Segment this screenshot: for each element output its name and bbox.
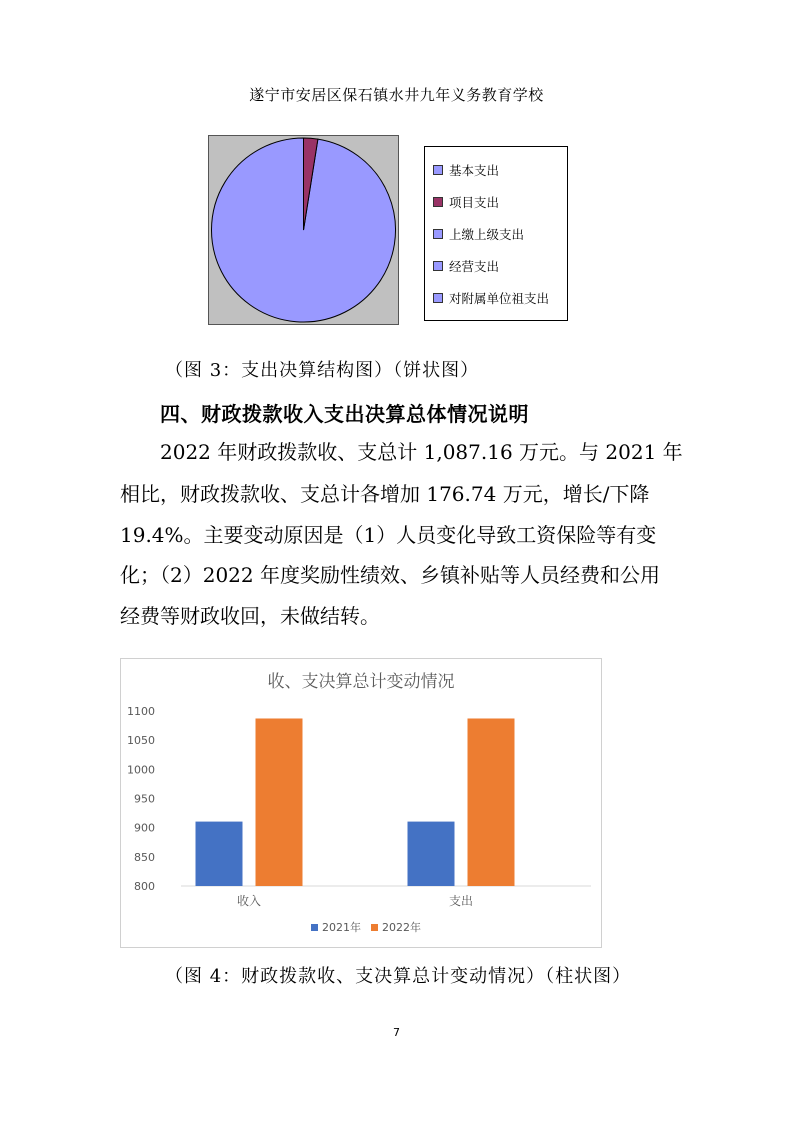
paragraph-line: 19.4%。主要变动原因是（1）人员变化导致工资保险等有变 [120,523,657,547]
legend-label: 2022年 [382,921,421,934]
y-tick-label: 950 [134,792,155,806]
bar-收入-2022年 [256,718,303,886]
chart-title: 收、支决算总计变动情况 [267,672,455,692]
legend-item [433,161,499,179]
legend-swatch [433,197,443,207]
y-tick-label: 900 [134,821,155,835]
bar-chart-area [120,658,602,948]
legend-label: 2021年 [322,921,361,934]
paragraph-line: 化；（2）2022 年度奖励性绩效、乡镇补贴等人员经费和公用 [120,563,660,587]
pie-chart-area [208,135,399,325]
legend-swatch [433,293,443,303]
y-tick-label: 1050 [127,734,155,748]
legend-item [433,257,499,275]
pie-caption: （图 3：支出决算结构图）（饼状图） [165,360,480,381]
legend-label: 项目支出 [449,195,500,210]
legend-item [433,193,499,211]
bar-收入-2021年 [196,822,243,886]
pie-legend [424,146,568,321]
legend-swatch [433,165,443,175]
paragraph-line: 相比，财政拨款收、支总计各增加 176.74 万元，增长/下降 [120,482,650,506]
legend-label: 基本支出 [449,163,500,178]
legend-label: 经营支出 [449,259,500,274]
legend-label: 对附属单位祖支出 [449,291,550,306]
bar-chart [121,659,601,947]
page-header: 遂宁市安居区保石镇水井九年义务教育学校 [249,86,544,104]
bar-caption: （图 4：财政拨款收、支决算总计变动情况）（柱状图） [165,966,632,987]
pie-chart [209,136,398,324]
legend-swatch [433,229,443,239]
legend-swatch [433,261,443,271]
legend-swatch [311,924,318,931]
y-tick-label: 1100 [127,705,155,718]
x-tick-label: 支出 [448,894,474,908]
paragraph-line: 2022 年财政拨款收、支总计 1,087.16 万元。与 2021 年 [160,440,683,464]
legend-label: 上缴上级支出 [449,227,525,242]
x-tick-label: 收入 [236,894,262,908]
section-heading: 四、财政拨款收入支出决算总体情况说明 [160,402,529,426]
legend-item [433,225,524,243]
y-tick-label: 1000 [127,763,155,777]
legend-swatch [371,924,378,931]
bar-支出-2021年 [408,822,455,886]
page-number: 7 [393,1026,400,1039]
bar-支出-2022年 [468,718,515,886]
paragraph-line: 经费等财政收回，未做结转。 [120,604,380,628]
legend-item [433,289,549,307]
y-tick-label: 800 [134,880,155,893]
y-tick-label: 850 [134,850,155,864]
